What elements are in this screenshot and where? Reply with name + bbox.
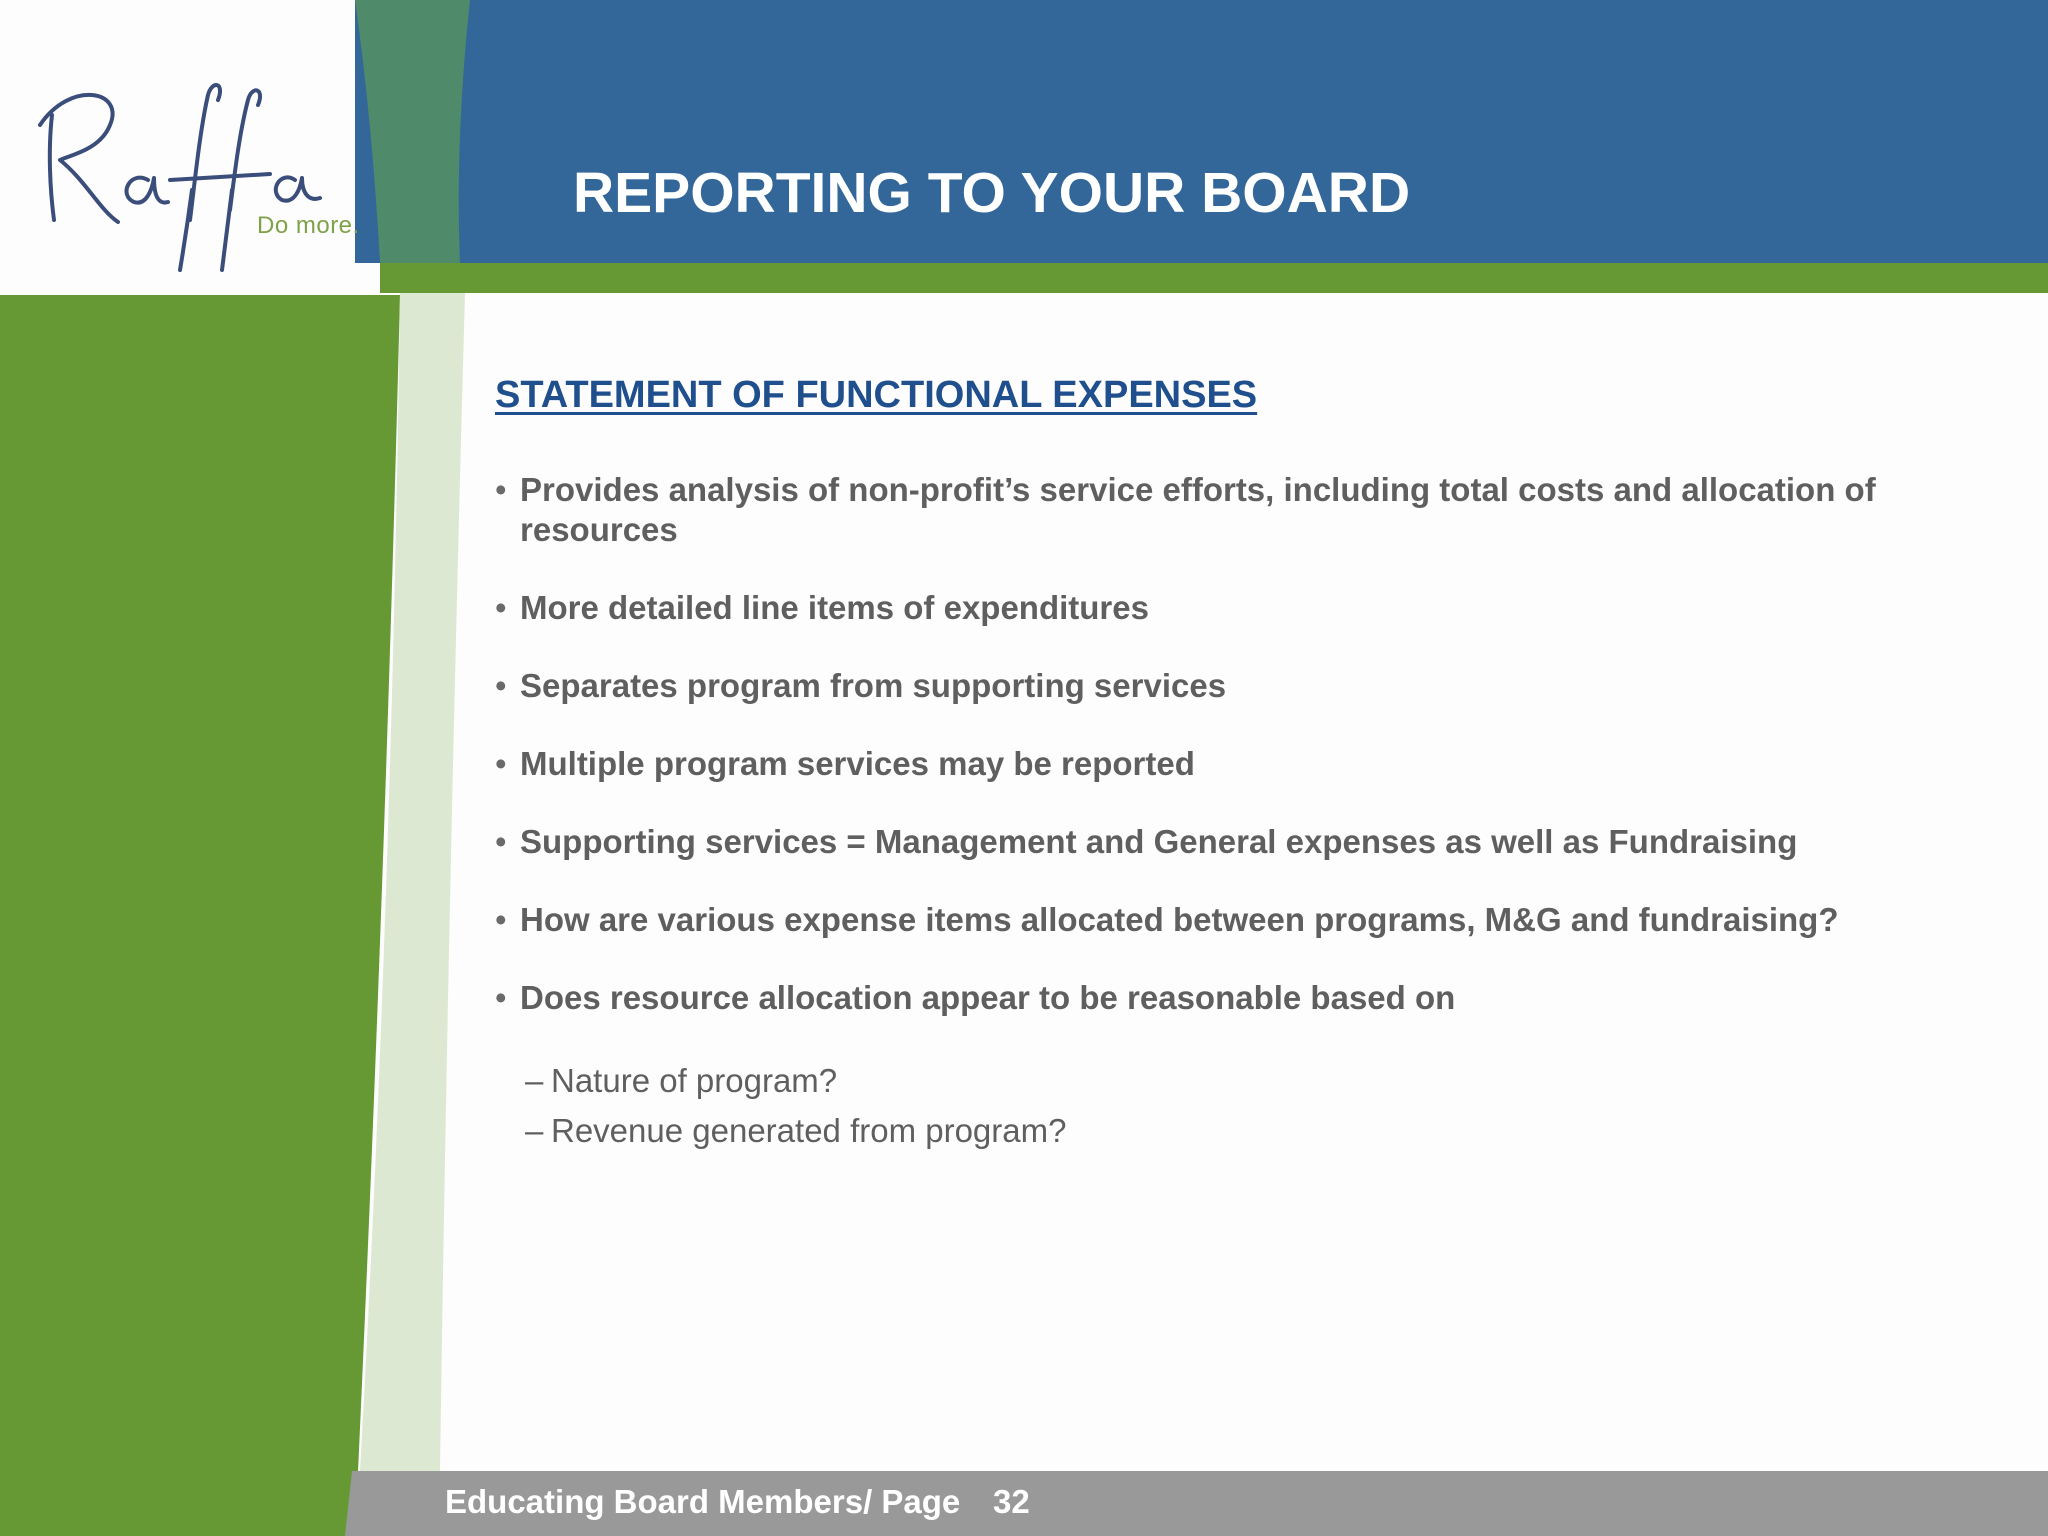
bullet-text: Separates program from supporting services <box>520 667 1227 704</box>
bullet-item <box>495 588 1915 628</box>
logo-area <box>0 0 380 290</box>
bullet-glyph: • <box>495 901 507 938</box>
page-number: 32 <box>993 1483 1030 1520</box>
sub-bullet-text: Revenue generated from program? <box>551 1112 1067 1149</box>
bullet-text: Multiple program services may be reported <box>520 745 1195 782</box>
bullet-item <box>495 822 1915 862</box>
bullet-text: Provides analysis of non-profit’s service efforts, including total costs and allocation of resources <box>520 471 1876 548</box>
sub-bullet-glyph: – <box>525 1062 544 1099</box>
bullet-text: Supporting services = Management and General expenses as well as Fundraising <box>520 823 1798 860</box>
bullet-glyph: • <box>495 589 507 626</box>
bullet-text: Does resource allocation appear to be reasonable based on <box>520 979 1456 1016</box>
sub-bullet-item <box>525 1056 1066 1106</box>
sub-bullet-text: Nature of program? <box>551 1062 838 1099</box>
sub-bullet-glyph: – <box>525 1112 544 1149</box>
slide-title: REPORTING TO YOUR BOARD <box>573 161 1411 225</box>
bullet-glyph: • <box>495 471 507 508</box>
bullet-item <box>495 666 1915 706</box>
bullet-item <box>495 470 1915 550</box>
bullet-glyph: • <box>495 745 507 782</box>
bullet-item <box>495 744 1915 784</box>
bullet-item <box>495 900 1915 940</box>
footer-label: Educating Board Members/ Page <box>445 1483 961 1520</box>
left-green-panel <box>0 295 400 1536</box>
bullet-text: More detailed line items of expenditures <box>520 589 1149 626</box>
bullet-item <box>495 978 1915 1018</box>
logo-tagline: Do more. <box>257 212 360 239</box>
bullet-glyph: • <box>495 667 507 704</box>
section-heading: STATEMENT OF FUNCTIONAL EXPENSES <box>495 374 1258 416</box>
bullet-glyph: • <box>495 979 507 1016</box>
bullet-glyph: • <box>495 823 507 860</box>
bullet-list <box>495 470 1915 1056</box>
sub-bullet-item <box>525 1106 1066 1156</box>
bullet-text: How are various expense items allocated between programs, M&G and fundraising? <box>520 901 1839 938</box>
raffa-logo <box>30 70 360 280</box>
header-green-stripe <box>380 263 2048 293</box>
sub-bullet-list <box>525 1056 1066 1156</box>
